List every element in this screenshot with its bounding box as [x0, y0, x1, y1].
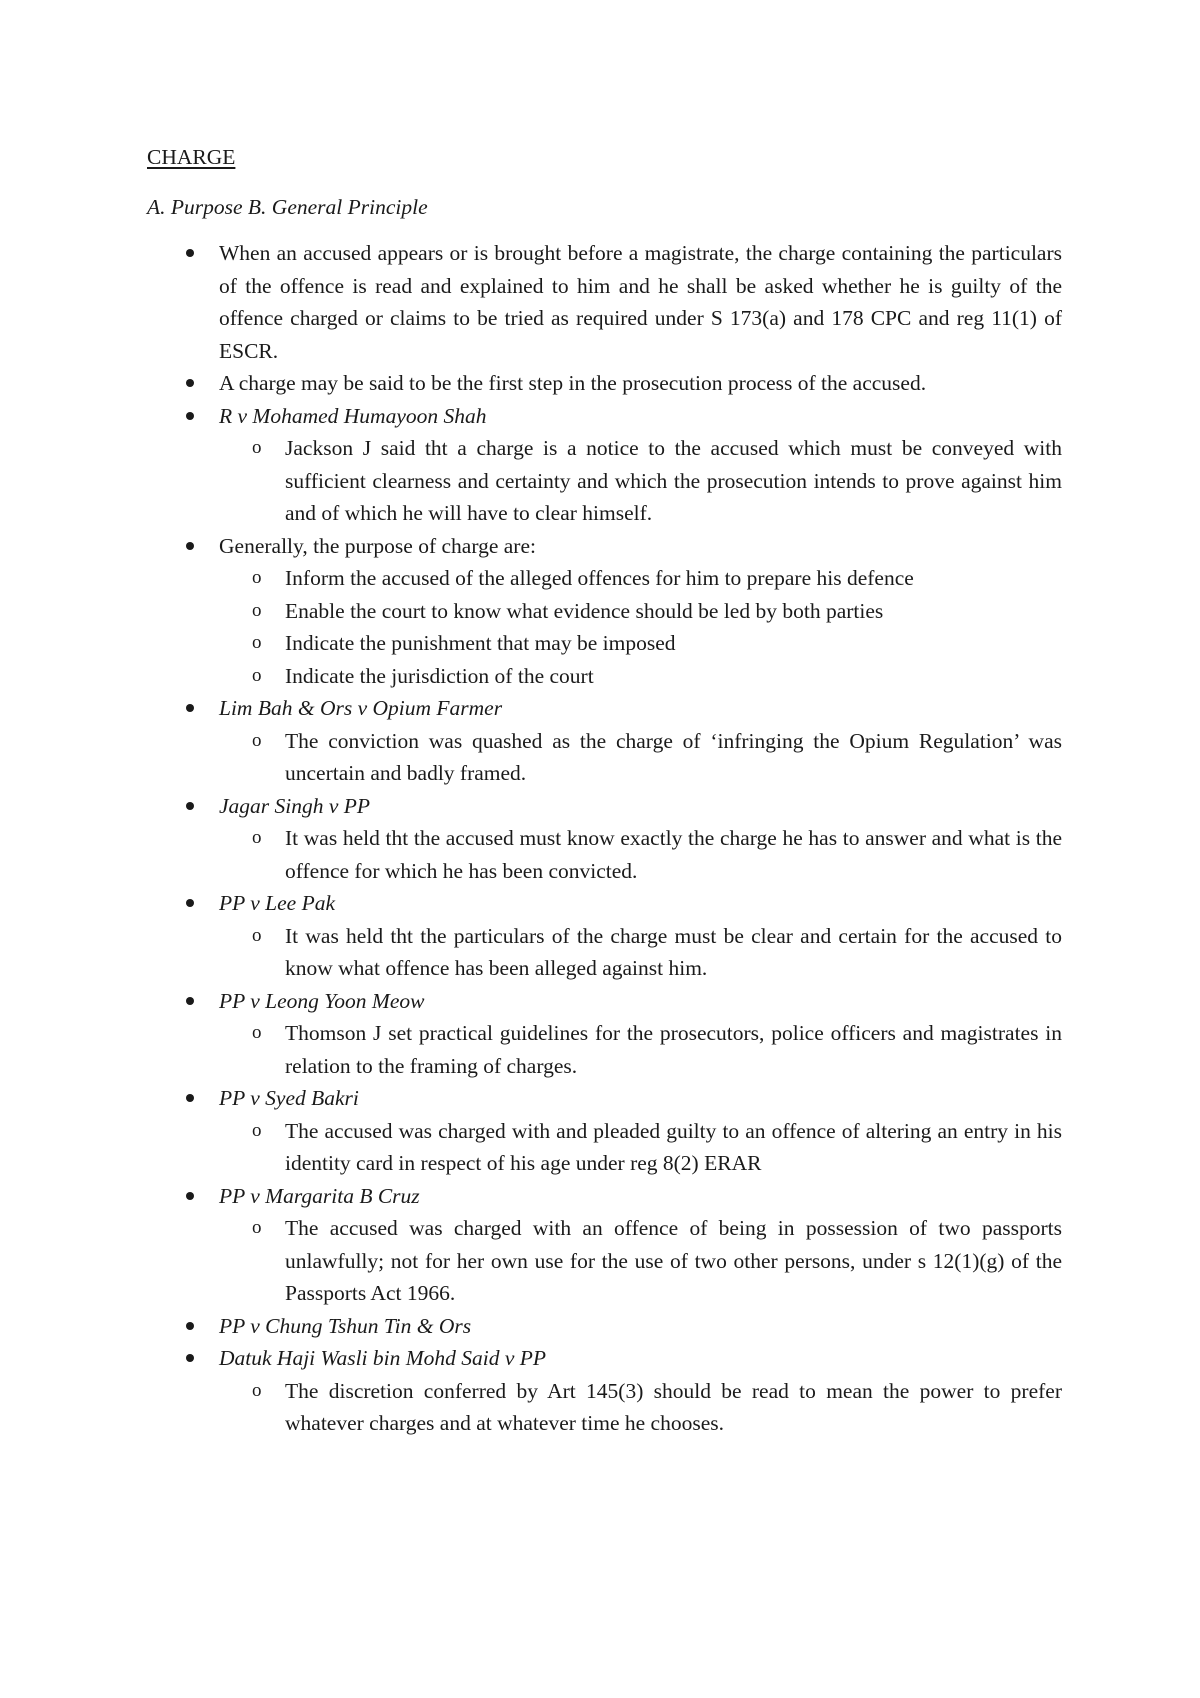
section-subtitle: A. Purpose B. General Principle [147, 194, 428, 219]
sub-list-item [219, 562, 1062, 595]
sub-list-item [219, 1115, 1062, 1180]
circle-bullet-icon: o [252, 1022, 262, 1043]
bullet-list [147, 237, 1062, 1440]
case-name: PP v Leong Yoon Meow [219, 988, 425, 1013]
circle-bullet-icon: o [252, 1379, 262, 1401]
sub-list [219, 1115, 1062, 1180]
sub-list [219, 432, 1062, 530]
sub-list [219, 725, 1062, 790]
circle-bullet-icon: o [252, 924, 262, 946]
case-citation-item [147, 1180, 1062, 1310]
sub-list-item-text: The accused was charged with an offence of being in possession of two passports unlawfully; not for her own use for the use of two other persons, under s 12(1)(g) of the Passports Act 1966. [285, 1216, 1062, 1305]
bullet-dot-icon [186, 1354, 194, 1362]
sub-list [219, 920, 1062, 985]
sub-list-item [219, 627, 1062, 660]
bullet-dot-icon [186, 379, 194, 387]
case-citation-item [147, 1310, 1062, 1343]
bullet-dot-icon [186, 249, 194, 257]
case-citation-item [147, 1082, 1062, 1180]
sub-list-item [219, 920, 1062, 985]
sub-list-item-text: Enable the court to know what evidence should be led by both parties [285, 598, 884, 623]
bullet-dot-icon [186, 542, 194, 550]
circle-bullet-icon: o [252, 599, 262, 621]
sub-list-item [219, 725, 1062, 790]
circle-bullet-icon: o [252, 632, 262, 653]
sub-list [219, 1212, 1062, 1310]
sub-list [219, 822, 1062, 887]
sub-list-item-text: Indicate the jurisdiction of the court [285, 663, 594, 688]
bullet-dot-icon [186, 1322, 194, 1330]
sub-list-item-text: The accused was charged with and pleaded guilty to an offence of altering an entry in his identity card in respect of his age under reg 8(2) ERAR [285, 1118, 1062, 1175]
case-name: Datuk Haji Wasli bin Mohd Said v PP [219, 1346, 547, 1370]
case-citation-item [147, 790, 1062, 888]
list-item [147, 530, 1062, 693]
sub-list [219, 1017, 1062, 1082]
case-name: PP v Lee Pak [219, 891, 336, 915]
case-citation-item [147, 692, 1062, 790]
sub-list [219, 562, 1062, 692]
case-name: Lim Bah & Ors v Opium Farmer [219, 696, 503, 720]
sub-list-item-text: It was held tht the particulars of the charge must be clear and certain for the accused to know what offence has been alleged against him. [285, 923, 1062, 980]
sub-list-item-text: The discretion conferred by Art 145(3) should be read to mean the power to prefer whatever charges and at whatever time he chooses. [285, 1378, 1062, 1435]
case-name: PP v Chung Tshun Tin & Ors [219, 1313, 472, 1338]
case-name: Jagar Singh v PP [219, 793, 371, 818]
circle-bullet-icon: o [252, 1119, 262, 1141]
circle-bullet-icon: o [252, 729, 262, 751]
circle-bullet-icon: o [252, 1217, 262, 1238]
sub-list-item [219, 822, 1062, 887]
case-citation-item [147, 887, 1062, 985]
bullet-dot-icon [186, 802, 194, 810]
document-body [147, 141, 1062, 1440]
sub-list-item-text: Thomson J set practical guidelines for the prosecutors, police officers and magistrates in relation to the framing of charges. [285, 1021, 1062, 1078]
case-name: R v Mohamed Humayoon Shah [219, 403, 487, 428]
sub-list-item [219, 1017, 1062, 1082]
bullet-dot-icon [186, 997, 194, 1005]
circle-bullet-icon: o [252, 827, 262, 848]
circle-bullet-icon: o [252, 437, 262, 458]
bullet-dot-icon [186, 704, 194, 712]
sub-list [219, 1375, 1062, 1440]
page-title: CHARGE [147, 145, 236, 169]
list-item-text: Generally, the purpose of charge are: [219, 533, 536, 558]
case-name: PP v Syed Bakri [219, 1086, 359, 1110]
list-item-text: When an accused appears or is brought before a magistrate, the charge containing the particulars of the offence is read and explained to him and he shall be asked whether he is guilty of the offence charged or claims to be tried as required under S 173(a) and 178 CPC and reg 11(1) of ESCR. [219, 241, 1062, 363]
sub-list-item-text: Indicate the punishment that may be imposed [285, 631, 676, 655]
sub-list-item [219, 660, 1062, 693]
sub-list-item-text: Inform the accused of the alleged offences for him to prepare his defence [285, 566, 914, 590]
sub-list-item-text: The conviction was quashed as the charge of ‘infringing the Opium Regulation’ was uncertain and badly framed. [285, 728, 1062, 785]
bullet-dot-icon [186, 1192, 194, 1200]
bullet-dot-icon [186, 899, 194, 907]
bullet-dot-icon [186, 1094, 194, 1102]
bullet-dot-icon [186, 412, 194, 420]
case-citation-item [147, 985, 1062, 1083]
sub-list-item [219, 1212, 1062, 1310]
sub-list-item-text: Jackson J said tht a charge is a notice to the accused which must be conveyed with sufficient clearness and certainty and which the prosecution intends to prove against him and of which he will have to clear himself. [285, 436, 1062, 525]
list-item [147, 367, 1062, 400]
sub-list-item [219, 432, 1062, 530]
sub-list-item [219, 595, 1062, 628]
list-item [147, 237, 1062, 367]
case-name: PP v Margarita B Cruz [219, 1183, 420, 1208]
circle-bullet-icon: o [252, 664, 262, 686]
circle-bullet-icon: o [252, 567, 262, 588]
case-citation-item [147, 1342, 1062, 1440]
case-citation-item [147, 400, 1062, 530]
sub-list-item [219, 1375, 1062, 1440]
sub-list-item-text: It was held tht the accused must know exactly the charge he has to answer and what is the offence for which he has been convicted. [285, 826, 1062, 883]
list-item-text: A charge may be said to be the first step in the prosecution process of the accused. [219, 371, 927, 395]
